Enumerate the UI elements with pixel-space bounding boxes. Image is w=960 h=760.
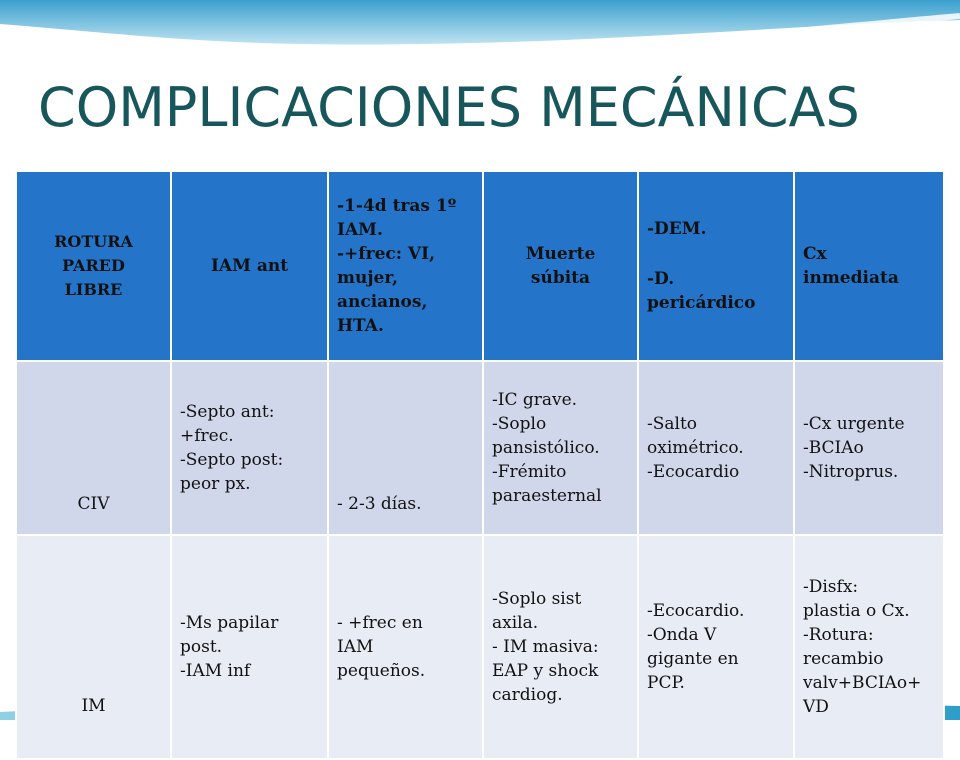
cell-line: -IC grave.	[492, 390, 578, 410]
table-cell	[794, 535, 944, 759]
table-row	[16, 535, 944, 759]
cell-line: recambio	[803, 649, 884, 669]
table-cell	[638, 361, 794, 535]
cell-line: post.	[180, 637, 223, 657]
cell-line: -1-4d tras 1º	[337, 196, 457, 216]
cell-line: pequeños.	[337, 661, 426, 681]
slide-title: COMPLICACIONES MECÁNICAS	[38, 76, 860, 139]
cell-line: IAM	[337, 637, 374, 657]
cell-line: -Soplo	[492, 414, 547, 434]
cell-line: -Rotura:	[803, 625, 874, 645]
cell-line: -Ecocardio.	[647, 601, 745, 621]
table-cell	[328, 361, 483, 535]
table-row	[16, 361, 944, 535]
cell-line: VD	[803, 697, 829, 717]
table-row	[16, 171, 944, 361]
cell-line: paraesternal	[492, 486, 602, 506]
table-cell	[794, 171, 944, 361]
cell-line: IAM.	[337, 220, 383, 240]
cell-line: -DEM.	[647, 219, 707, 239]
cell-line: valv+BCIAo+	[803, 673, 922, 693]
table-cell	[483, 171, 638, 361]
table-cell	[171, 171, 328, 361]
cell-line: Muerte	[525, 244, 596, 264]
table-cell	[171, 361, 328, 535]
cell-line: oximétrico.	[647, 438, 744, 458]
cell-line: +frec.	[180, 426, 234, 446]
cell-line: ROTURA	[54, 232, 133, 251]
cell-line: -+frec: VI,	[337, 244, 435, 264]
cell-line: EAP y shock	[492, 661, 599, 681]
cell-line: CIV	[77, 494, 110, 514]
cell-line: -Septo ant:	[180, 402, 275, 422]
cell-line: -D.	[647, 269, 675, 289]
table-cell	[638, 535, 794, 759]
cell-line: pansistólico.	[492, 438, 600, 458]
cell-line: axila.	[492, 613, 539, 633]
table-cell	[328, 171, 483, 361]
cell-line: - 2-3 días.	[337, 494, 422, 514]
cell-line: -IAM inf	[180, 661, 251, 681]
top-wave-shape	[0, 0, 960, 44]
cell-line: -Ms papilar	[180, 613, 279, 633]
cell-line: -Cx urgente	[803, 414, 905, 434]
cell-line: -Soplo sist	[492, 589, 582, 609]
cell-line: HTA.	[337, 316, 384, 336]
cell-line: -Nitroprus.	[803, 462, 899, 482]
cell-line: cardiog.	[492, 685, 563, 705]
row-label-cell	[16, 361, 171, 535]
cell-line: pericárdico	[647, 293, 756, 313]
row-label-cell	[16, 171, 171, 361]
cell-line: -Disfx:	[803, 577, 859, 597]
cell-line: peor px.	[180, 474, 251, 494]
cell-line: inmediata	[803, 268, 899, 288]
table-cell	[483, 361, 638, 535]
cell-line: LIBRE	[64, 280, 123, 299]
table-cell	[638, 171, 794, 361]
cell-line: IAM ant	[210, 256, 289, 276]
table-cell	[328, 535, 483, 759]
cell-line: ancianos,	[337, 292, 428, 312]
cell-line: -Onda V	[647, 625, 717, 645]
cell-line: -Frémito	[492, 462, 567, 482]
cell-line: -Ecocardio	[647, 462, 740, 482]
cell-line: - IM masiva:	[492, 637, 599, 657]
table-cell	[171, 535, 328, 759]
row-label-cell	[16, 535, 171, 759]
cell-line: Cx	[803, 244, 827, 264]
complications-table	[15, 170, 945, 760]
cell-line: PCP.	[647, 673, 685, 693]
cell-line: -Septo post:	[180, 450, 284, 470]
table-cell	[794, 361, 944, 535]
cell-spacer	[647, 241, 785, 267]
cell-line: -BCIAo	[803, 438, 864, 458]
cell-line: IM	[81, 696, 106, 716]
cell-line: - +frec en	[337, 613, 423, 633]
cell-line: -Salto	[647, 414, 698, 434]
cell-line: PARED	[62, 256, 125, 275]
cell-line: mujer,	[337, 268, 398, 288]
cell-line: plastia o Cx.	[803, 601, 910, 621]
cell-line: gigante en	[647, 649, 739, 669]
cell-line: súbita	[530, 268, 591, 288]
table-cell	[483, 535, 638, 759]
